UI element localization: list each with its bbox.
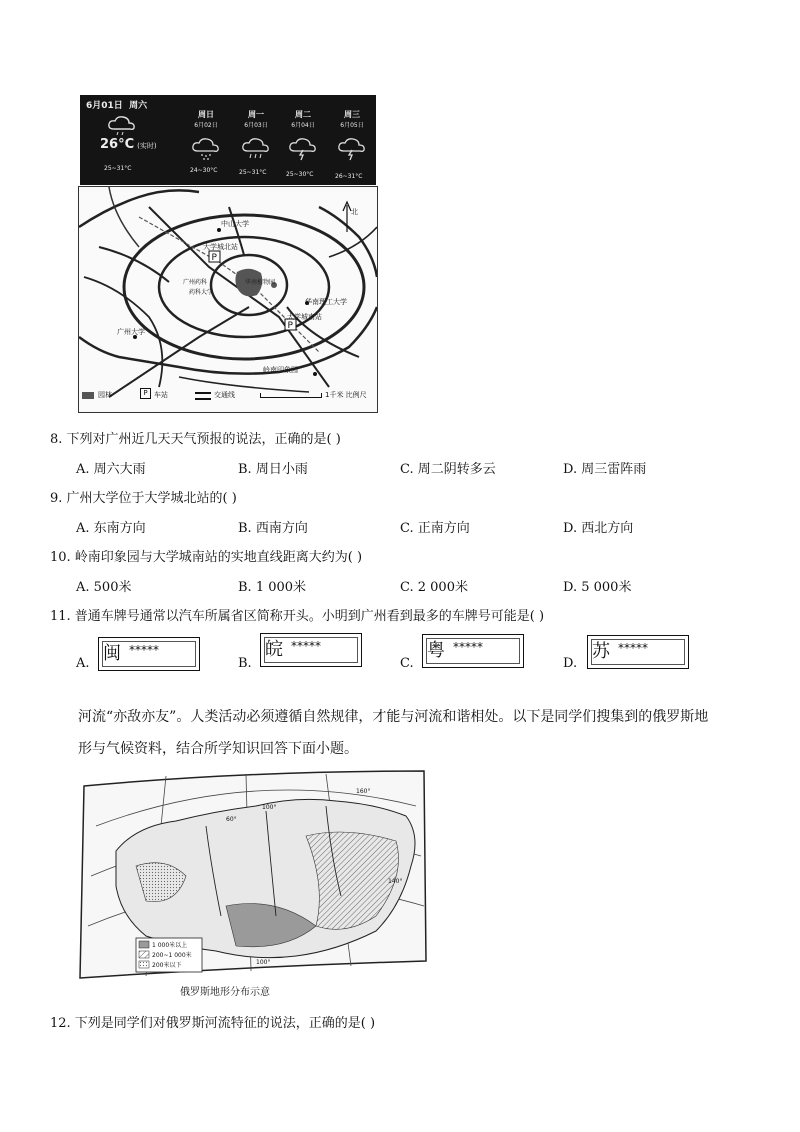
scale-bar-icon bbox=[260, 393, 322, 398]
q11-option-d-letter: D. bbox=[563, 656, 578, 671]
q9-option-c: C. 正南方向 bbox=[400, 521, 470, 536]
forecast-range: 25~31°C bbox=[239, 169, 267, 176]
q8-option-c: C. 周二阴转多云 bbox=[400, 462, 496, 477]
label-west-2: 药科大学 bbox=[189, 289, 214, 296]
intro-paragraph-line-2: 形与气候资料，结合所学知识回答下面小题。 bbox=[78, 741, 358, 757]
plate-stars: ***** bbox=[291, 639, 321, 653]
russia-map-caption: 俄罗斯地形分布示意 bbox=[180, 987, 270, 998]
forecast-range: 24~30°C bbox=[190, 167, 218, 174]
weather-header bbox=[86, 98, 147, 111]
question-9: 9. 广州大学位于大学城北站的( ) bbox=[50, 491, 237, 506]
license-plate-a bbox=[98, 637, 200, 671]
plate-province-char: 皖 bbox=[265, 639, 283, 660]
forecast-day-name: 周一 bbox=[248, 110, 264, 119]
label-west-1: 广州药科 bbox=[183, 279, 208, 286]
label-guangzhou-university: 广州大学 bbox=[117, 328, 145, 336]
plate-province-char: 闽 bbox=[103, 643, 121, 664]
label-zhongshan: 中山大学 bbox=[221, 220, 249, 228]
russia-terrain-map bbox=[76, 766, 431, 981]
forecast-day-1 bbox=[182, 109, 230, 129]
q10-option-b: B. 1 000米 bbox=[238, 580, 307, 595]
question-10: 10. 岭南印象园与大学城南站的实地直线距离大约为( ) bbox=[50, 550, 363, 565]
plate-stars: ***** bbox=[453, 640, 483, 654]
header-date: 6月01日 bbox=[86, 101, 123, 111]
q9-option-b: B. 西南方向 bbox=[238, 521, 308, 536]
light-rain-icon bbox=[191, 137, 221, 161]
forecast-day-name: 周三 bbox=[344, 110, 360, 119]
legend-high: 1 000米以上 bbox=[152, 942, 188, 949]
weather-forecast-panel bbox=[80, 95, 376, 185]
q9-option-d: D. 西北方向 bbox=[563, 521, 634, 536]
q11-option-a-letter: A. bbox=[76, 656, 90, 671]
legend-mid: 200~1 000米 bbox=[152, 952, 192, 959]
forecast-date: 6月02日 bbox=[194, 122, 218, 129]
forecast-date: 6月03日 bbox=[244, 122, 268, 129]
plate-province-char: 粤 bbox=[427, 640, 445, 661]
today-temperature bbox=[100, 137, 157, 152]
q8-option-a: A. 周六大雨 bbox=[76, 462, 146, 477]
forecast-date: 6月04日 bbox=[291, 122, 315, 129]
legend-low: 200米以下 bbox=[152, 962, 182, 969]
q10-option-d: D. 5 000米 bbox=[563, 580, 632, 595]
svg-text:P: P bbox=[287, 321, 293, 331]
plate-stars: ***** bbox=[618, 641, 648, 655]
label-lingnan: 岭南印象园 bbox=[263, 366, 298, 374]
rain-icon bbox=[241, 137, 271, 161]
forecast-day-4 bbox=[328, 109, 376, 129]
license-plate-d bbox=[587, 635, 689, 669]
thunderstorm-icon bbox=[337, 137, 367, 161]
plate-province-char: 苏 bbox=[592, 641, 610, 662]
forecast-day-3 bbox=[279, 109, 327, 129]
q11-option-b-letter: B. bbox=[238, 656, 252, 671]
header-day: 周六 bbox=[129, 101, 148, 111]
legend-park: 园林 bbox=[98, 391, 112, 399]
forecast-day-name: 周二 bbox=[295, 110, 311, 119]
question-12: 12. 下列是同学们对俄罗斯河流特征的说法，正确的是( ) bbox=[50, 1016, 376, 1031]
tick-label: 140° bbox=[388, 878, 403, 885]
park-swatch bbox=[82, 392, 94, 399]
tick-label: 60° bbox=[226, 816, 237, 823]
map-legend bbox=[80, 388, 376, 408]
q10-option-a: A. 500米 bbox=[76, 580, 132, 595]
forecast-range: 26~31°C bbox=[335, 173, 363, 180]
license-plate-c bbox=[422, 634, 524, 668]
tick-label: 100° bbox=[256, 959, 271, 966]
legend-scale: 1千米 比例尺 bbox=[325, 391, 367, 399]
label-center-park: 华南植物园 bbox=[245, 279, 276, 286]
q11-option-c-letter: C. bbox=[400, 656, 414, 671]
russia-map-drawing bbox=[76, 766, 431, 981]
q9-option-a: A. 东南方向 bbox=[76, 521, 146, 536]
q8-option-d: D. 周三雷阵雨 bbox=[563, 462, 647, 477]
svg-text:P: P bbox=[211, 253, 217, 263]
thunderstorm-icon bbox=[288, 137, 318, 161]
today-temp-value: 26°C bbox=[100, 137, 135, 152]
north-label: 北 bbox=[351, 208, 358, 216]
traffic-symbol-icon bbox=[195, 392, 211, 400]
station-symbol-icon: P bbox=[140, 388, 151, 399]
tick-label: 160° bbox=[356, 788, 371, 795]
license-plate-b bbox=[260, 633, 362, 667]
university-town-map bbox=[78, 186, 378, 413]
question-11: 11. 普通车牌号通常以汽车所属省区简称开头。小明到广州看到最多的车牌号可能是( ) bbox=[50, 609, 545, 624]
cloud-rain-icon bbox=[106, 113, 138, 137]
label-south-station: 大学城南站 bbox=[287, 313, 322, 321]
plate-stars: ***** bbox=[129, 643, 159, 657]
q8-option-b: B. 周日小雨 bbox=[238, 462, 308, 477]
intro-paragraph-line-1: 河流“亦敌亦友”。人类活动必须遵循自然规律，才能与河流和谐相处。以下是同学们搜集到的俄罗斯地 bbox=[78, 709, 709, 725]
label-huanan-ligong: 华南理工大学 bbox=[305, 298, 347, 306]
question-8: 8. 下列对广州近几天天气预报的说法，正确的是( ) bbox=[50, 432, 341, 447]
forecast-day-name: 周日 bbox=[198, 110, 214, 119]
q10-option-c: C. 2 000米 bbox=[400, 580, 468, 595]
today-range: 25~31°C bbox=[104, 165, 132, 172]
forecast-range: 25~30°C bbox=[286, 171, 314, 178]
legend-traffic: 交通线 bbox=[214, 391, 235, 399]
forecast-date: 6月05日 bbox=[340, 122, 364, 129]
forecast-day-2 bbox=[232, 109, 280, 129]
tick-label: 100° bbox=[262, 804, 277, 811]
legend-station: 车站 bbox=[154, 391, 168, 399]
today-temp-note: (实时) bbox=[137, 142, 157, 150]
label-north-station: 大学城北站 bbox=[203, 243, 238, 251]
